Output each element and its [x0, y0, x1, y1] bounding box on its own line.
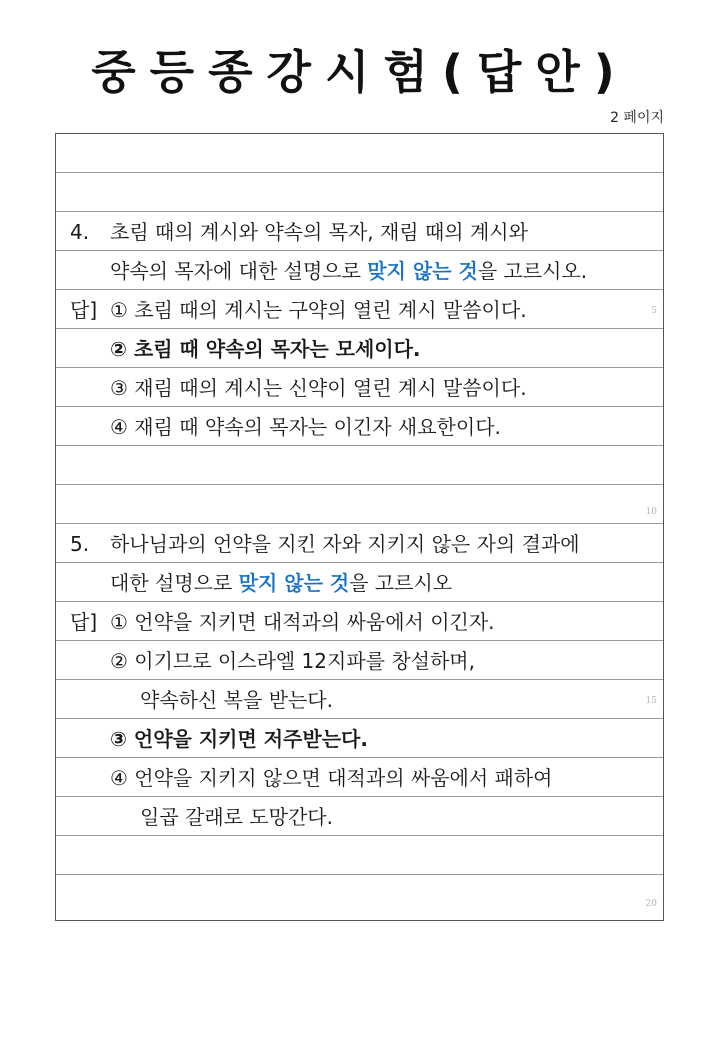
answer-5-option-4: ④ 언약을 지키지 않으면 대적과의 싸움에서 패하여	[110, 766, 553, 790]
question-5-text	[70, 528, 580, 557]
answer-4-option-2: ② 초림 때 약속의 목자는 모세이다.	[110, 337, 421, 361]
question-line	[56, 563, 663, 602]
line-number: 10	[645, 507, 657, 517]
answer-line	[56, 719, 663, 758]
answer-5-option-2-cont: 약속하신 복을 받는다.	[140, 688, 333, 712]
question-4-text	[70, 216, 528, 245]
question-5-line2-pre: 대한 설명으로	[110, 571, 239, 595]
answer-5-option-2: ② 이기므로 이스라엘 12지파를 창설하며,	[110, 649, 475, 673]
answer-line	[56, 680, 663, 719]
blank-line	[56, 485, 663, 524]
question-4-line2-pre: 약속의 목자에 대한 설명으로	[110, 259, 368, 283]
answer-line	[56, 758, 663, 797]
answer-line	[56, 641, 663, 680]
answer-line	[56, 290, 663, 329]
blank-line	[56, 836, 663, 875]
answer-4-label: 답]	[70, 298, 98, 322]
answer-4-option-1-text: ① 초림 때의 계시는 구약의 열린 계시 말씀이다.	[110, 298, 527, 322]
answer-line	[56, 368, 663, 407]
line-number: 15	[645, 696, 657, 706]
question-4-line2	[110, 255, 587, 284]
blank-line	[56, 134, 663, 173]
page-title: 중등종강시험(답안)	[91, 45, 629, 99]
answer-5-option-4-cont: 일곱 갈래로 도망간다.	[140, 805, 333, 829]
answer-line	[56, 602, 663, 641]
blank-line	[56, 446, 663, 485]
question-line	[56, 212, 663, 251]
answer-line	[56, 407, 663, 446]
answer-5-option-3: ③ 언약을 지키면 저주받는다.	[110, 727, 368, 751]
question-5-number: 5.	[70, 532, 90, 556]
blank-line	[56, 875, 663, 919]
line-number: 5	[651, 306, 657, 316]
question-4-number: 4.	[70, 220, 90, 244]
answer-line	[56, 329, 663, 368]
answer-5-label: 답]	[70, 610, 98, 634]
page-number: 2 페이지	[610, 110, 664, 126]
answer-4-option-4: ④ 재림 때 약속의 목자는 이긴자 새요한이다.	[110, 415, 501, 439]
answer-5-option-1	[70, 606, 495, 635]
answer-4-option-3: ③ 재림 때의 계시는 신약이 열린 계시 말씀이다.	[110, 376, 527, 400]
question-line	[56, 251, 663, 290]
question-5-line2-post: 을 고르시오	[349, 571, 453, 595]
answer-line	[56, 797, 663, 836]
blank-line	[56, 173, 663, 212]
answer-sheet	[55, 133, 664, 921]
question-5-line1: 하나님과의 언약을 지킨 자와 지키지 않은 자의 결과에	[110, 532, 580, 556]
question-4-line2-post: 을 고르시오.	[477, 259, 588, 283]
question-4-highlight: 맞지 않는 것	[367, 259, 478, 283]
question-5-highlight: 맞지 않는 것	[238, 571, 350, 595]
line-number: 20	[645, 899, 657, 909]
question-5-line2	[110, 567, 452, 596]
question-line	[56, 524, 663, 563]
question-4-line1: 초림 때의 계시와 약속의 목자, 재림 때의 계시와	[110, 220, 528, 244]
answer-5-option-1-text: ① 언약을 지키면 대적과의 싸움에서 이긴자.	[110, 610, 495, 634]
answer-4-option-1	[70, 294, 527, 323]
